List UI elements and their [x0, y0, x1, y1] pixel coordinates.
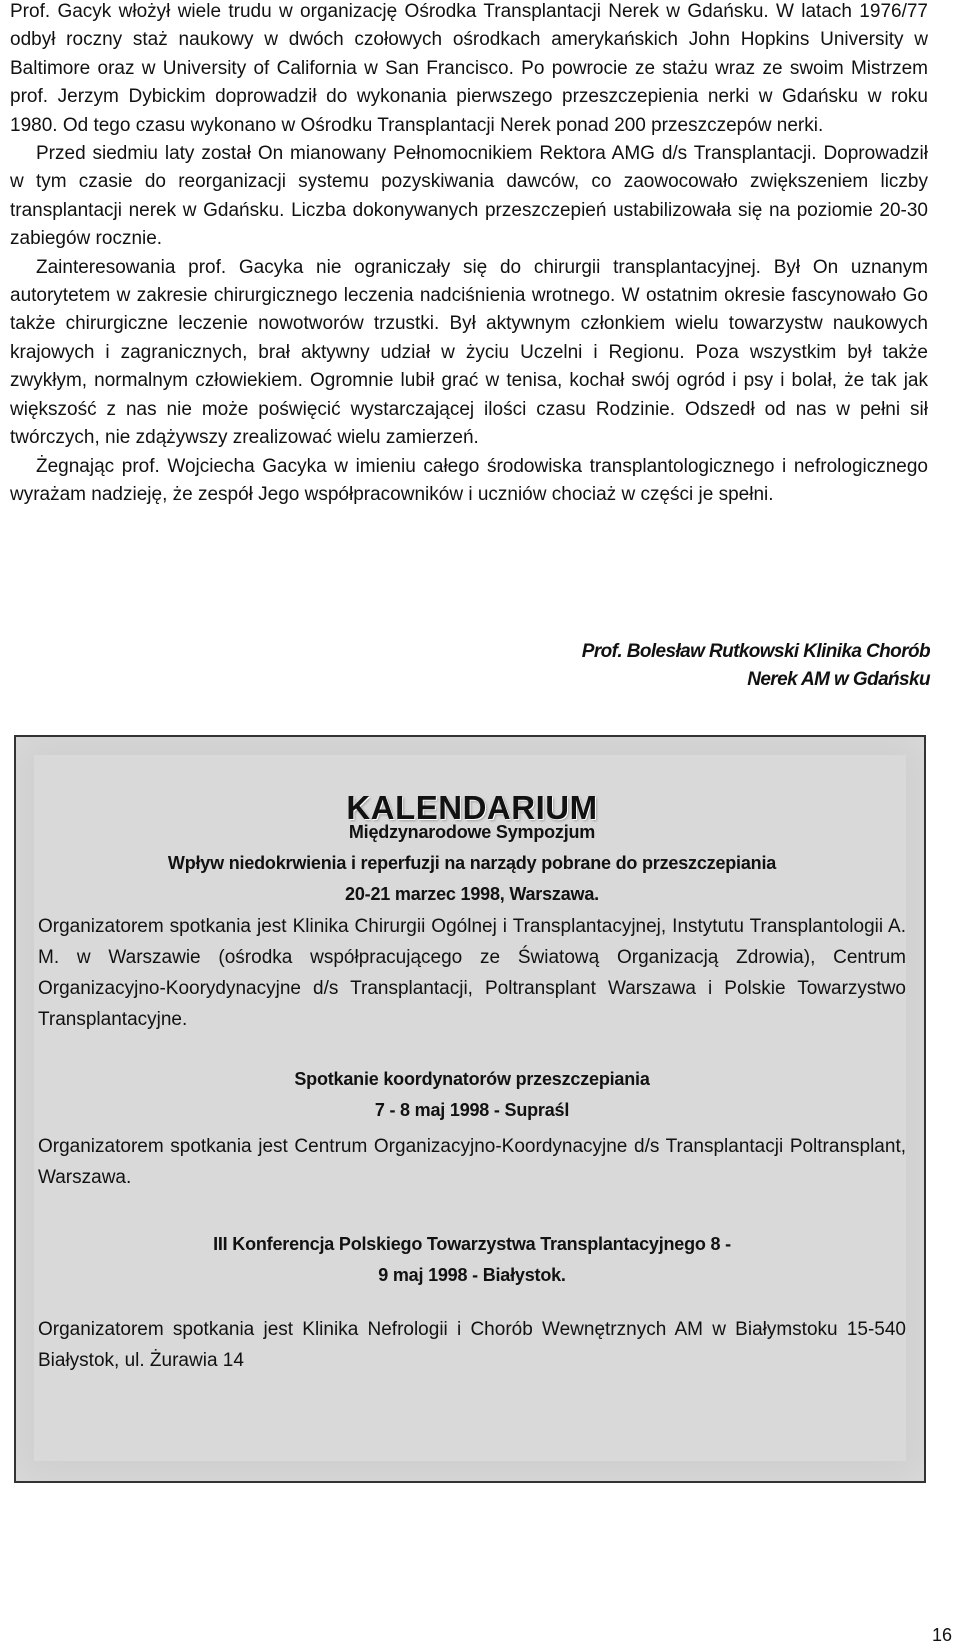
event-3-description: Organizatorem spotkania jest Klinika Nefrologii i Chorób Wewnętrznych AM w Białymstoku 15-540 Białystok, ul. Żurawia 14 — [38, 1319, 906, 1371]
event-title: Spotkanie koordynatorów przeszczepiania — [294, 1069, 650, 1089]
event-2-description: Organizatorem spotkania jest Centrum Organizacyjno-Koordynacyjne d/s Transplantacji Poltransplant, Warszawa. — [38, 1136, 906, 1188]
kalendarium-title: KALENDARIUM — [346, 789, 598, 826]
event-3-heading — [16, 1229, 928, 1291]
event-2-heading — [16, 1064, 928, 1126]
kalendarium-box — [14, 735, 926, 1483]
event-date: 9 maj 1998 - Białystok. — [378, 1265, 566, 1285]
event-1-heading — [16, 817, 928, 910]
article-body — [10, 0, 928, 509]
event-date: 7 - 8 maj 1998 - Supraśl — [374, 1100, 570, 1120]
page-number: 16 — [931, 1625, 952, 1645]
event-date: 20-21 marzec 1998, Warszawa. — [345, 884, 599, 904]
paragraph: Prof. Gacyk włożył wiele trudu w organizację Ośrodka Transplantacji Nerek w Gdańsku. W latach 1976/77 odbył roczny staż naukowy w dwóch czołowych ośrodkach amerykańskich John Hopkins University w Baltimore oraz w University of California w San Francisco. Po powrocie ze stażu wraz ze swoim Mistrzem prof. Jerzym Dybickim doprowadził do wykonania pierwszego przeszczepienia nerki w Gdańsku w roku 1980. Od tego czasu wykonano w Ośrodku Transplantacji Nerek ponad 200 przeszczepów nerki. — [10, 1, 928, 136]
event-title: Wpływ niedokrwienia i reperfuzji na narządy pobrane do przeszczepiania — [167, 853, 777, 873]
paragraph: Przed siedmiu laty został On mianowany Pełnomocnikiem Rektora AMG d/s Transplantacji. Doprowadził w tym czasie do reorganizacji systemu pozyskiwania dawców, co zaowocowało zwiększeniem liczby transplantacji nerek w Gdańsku. Liczba dokonywanych przeszczepień ustabilizowała się na poziomie 20-30 zabiegów rocznie. — [10, 143, 928, 250]
signature-line: Prof. Bolesław Rutkowski Klinika Chorób — [581, 641, 930, 662]
event-type: Międzynarodowe Sympozjum — [348, 822, 596, 842]
paragraph: Żegnając prof. Wojciecha Gacyka w imieniu całego środowiska transplantologicznego i nefrologicznego wyrażam nadzieję, że zespół Jego współpracowników i uczniów chociaż w części je spełni. — [10, 455, 928, 505]
event-1-description: Organizatorem spotkania jest Klinika Chirurgii Ogólnej i Transplantacyjnej, Instytutu Transplantologii A. M. w Warszawie (ośrodka współpracującego ze Światową Organizacją Zdrowia), Centrum Organizacyjno-Koorydynacyjne d/s Transplantacji, Poltransplant Warszawa i Polskie Towarzystwo Transplantacyjne. — [38, 916, 906, 1030]
author-signature — [330, 638, 930, 694]
paragraph: Zainteresowania prof. Gacyka nie ograniczały się do chirurgii transplantacyjnej. Był On uznanym autorytetem w zakresie chirurgicznego leczenia nadciśnienia wrotnego. W ostatnim okresie fascynowało Go także chirurgiczne leczenie nowotworów trzustki. Był aktywnym członkiem wielu towarzystw naukowych krajowych i zagranicznych, brał aktywny udział w życiu Uczelni i Regionu. Poza wszystkim był także zwykłym, normalnym człowiekiem. Ogromnie lubił grać w tenisa, kochał swój ogród i psy i bolał, że tak jak większość z nas nie może poświęcić wystarczającej ilości czasu Rodzinie. Odszedł od nas w pełni sił twórczych, nie zdążywszy zrealizować wielu zamierzeń. — [10, 256, 928, 449]
signature-line: Nerek AM w Gdańsku — [747, 669, 930, 690]
event-title: III Konferencja Polskiego Towarzystwa Transplantacyjnego 8 - — [213, 1234, 731, 1254]
